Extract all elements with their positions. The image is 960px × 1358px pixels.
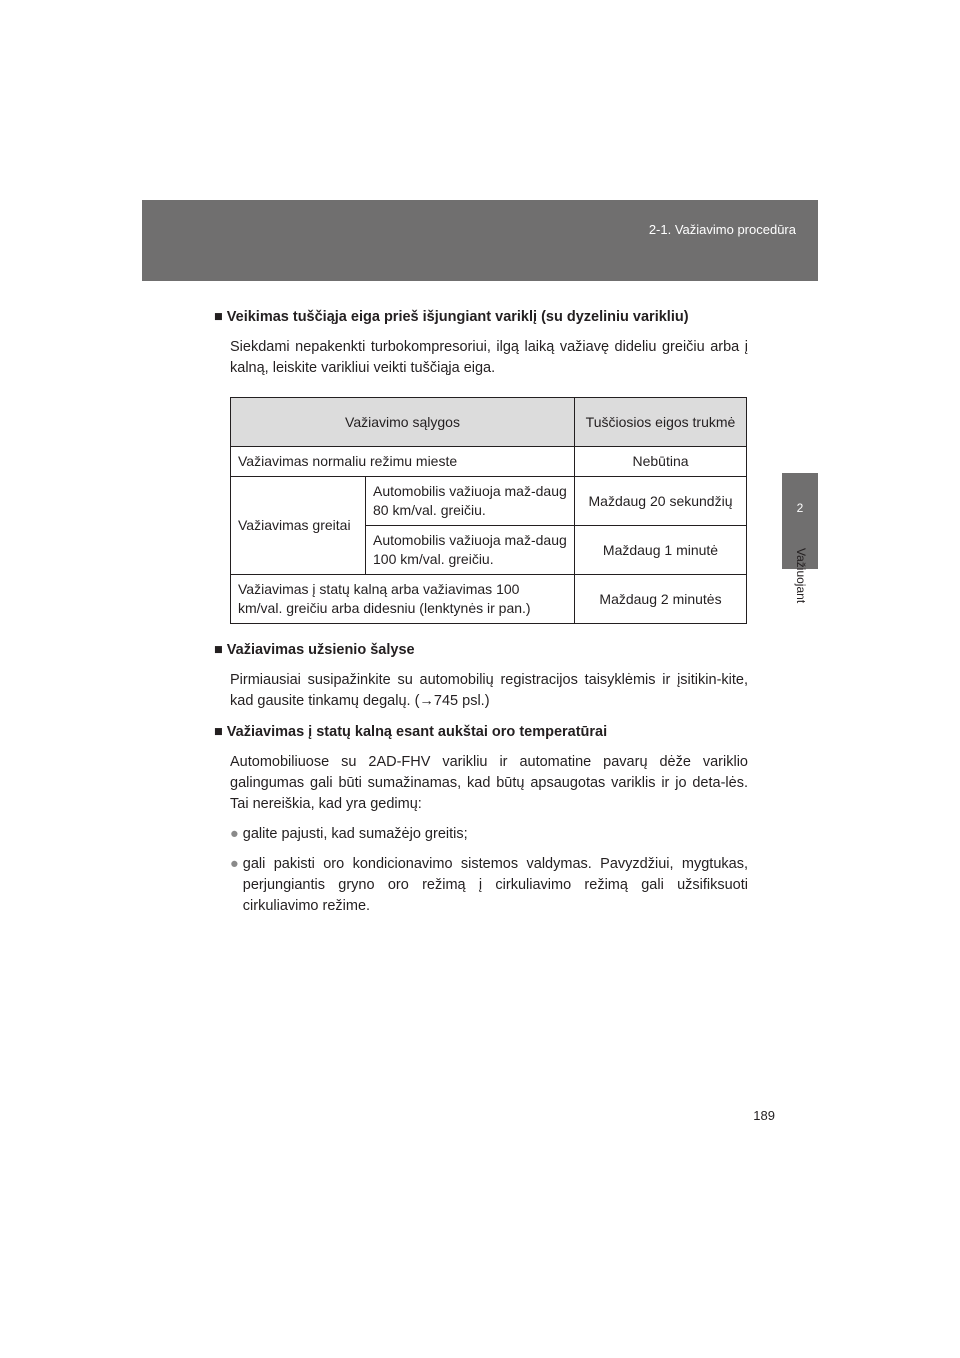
idle-duration-table bbox=[230, 397, 747, 624]
section-heading bbox=[214, 722, 748, 743]
section-title: 2-1. Važiavimo procedūra bbox=[648, 222, 796, 237]
list-item-text: gali pakisti oro kondicionavimo sistemos valdymas. Pavyzdžiui, mygtukas, perjungiantis gryno oro režimą į cirkuliavimo režimą gali užsifiksuoti cirkuliavimo režime. bbox=[242, 856, 748, 914]
circle-bullet-icon: ● bbox=[230, 856, 239, 872]
table-cell: Maždaug 2 minutės bbox=[575, 575, 747, 624]
header-cell: Važiavimo sąlygos bbox=[231, 398, 575, 447]
section-block bbox=[214, 722, 748, 917]
heading-text: Važiavimas į statų kalną esant aukštai oro temperatūrai bbox=[226, 724, 608, 740]
paragraph: Siekdami nepakenkti turbokompresoriui, ilgą laiką važiavę dideliu greičiu arba į kalną, leiskite varikliui veikti tuščiąja eiga. bbox=[230, 339, 748, 376]
list-item bbox=[230, 824, 748, 845]
square-bullet-icon: ■ bbox=[214, 724, 223, 740]
table-cell: Važiavimas greitai bbox=[231, 477, 366, 575]
section-heading bbox=[214, 307, 748, 328]
table-header-row bbox=[231, 398, 747, 447]
table-row bbox=[231, 575, 747, 624]
table-cell: Važiavimas normaliu režimu mieste bbox=[231, 447, 575, 477]
table-cell: Maždaug 1 minutė bbox=[575, 526, 747, 575]
list-item bbox=[230, 854, 748, 917]
heading-text: Važiavimas užsienio šalyse bbox=[226, 642, 415, 658]
paragraph: Pirmiausiai susipažinkite su automobilių registracijos taisyklėmis ir įsitikin-kite, kad gausite tinkamų degalų. (→745 psl.) bbox=[230, 672, 748, 709]
header-cell: Tuščiosios eigos trukmė bbox=[575, 398, 747, 447]
paragraph: Automobiliuose su 2AD-FHV varikliu ir automatine pavarų dėže variklio galingumas gali būti sumažinamas, kad būtų apsaugotas variklis ir jo deta-lės. Tai nereiškia, kad yra gedimų: bbox=[230, 754, 748, 812]
table-cell: Automobilis važiuoja maž-daug 80 km/val. greičiu. bbox=[366, 477, 575, 526]
chapter-number: 2 bbox=[796, 501, 804, 515]
circle-bullet-icon: ● bbox=[230, 826, 239, 842]
chapter-label: Važiuojant bbox=[794, 548, 808, 604]
table-cell: Maždaug 20 sekundžių bbox=[575, 477, 747, 526]
header-band bbox=[142, 200, 818, 281]
heading-text: Veikimas tuščiąja eiga prieš išjungiant variklį (su dyzeliniu varikliu) bbox=[226, 309, 689, 325]
square-bullet-icon: ■ bbox=[214, 642, 223, 658]
table-cell: Nebūtina bbox=[575, 447, 747, 477]
page-content bbox=[214, 307, 748, 917]
section-heading bbox=[214, 640, 748, 661]
list-item-text: galite pajusti, kad sumažėjo greitis; bbox=[242, 826, 468, 842]
table-row bbox=[231, 477, 747, 526]
table-cell: Važiavimas į statų kalną arba važiavimas 100 km/val. greičiu arba didesniu (lenktynės ir pan.) bbox=[231, 575, 575, 624]
table-cell: Automobilis važiuoja maž-daug 100 km/val. greičiu. bbox=[366, 526, 575, 575]
page-number: 189 bbox=[753, 1108, 775, 1123]
section-block bbox=[214, 640, 748, 712]
square-bullet-icon: ■ bbox=[214, 309, 223, 325]
table-row bbox=[231, 447, 747, 477]
